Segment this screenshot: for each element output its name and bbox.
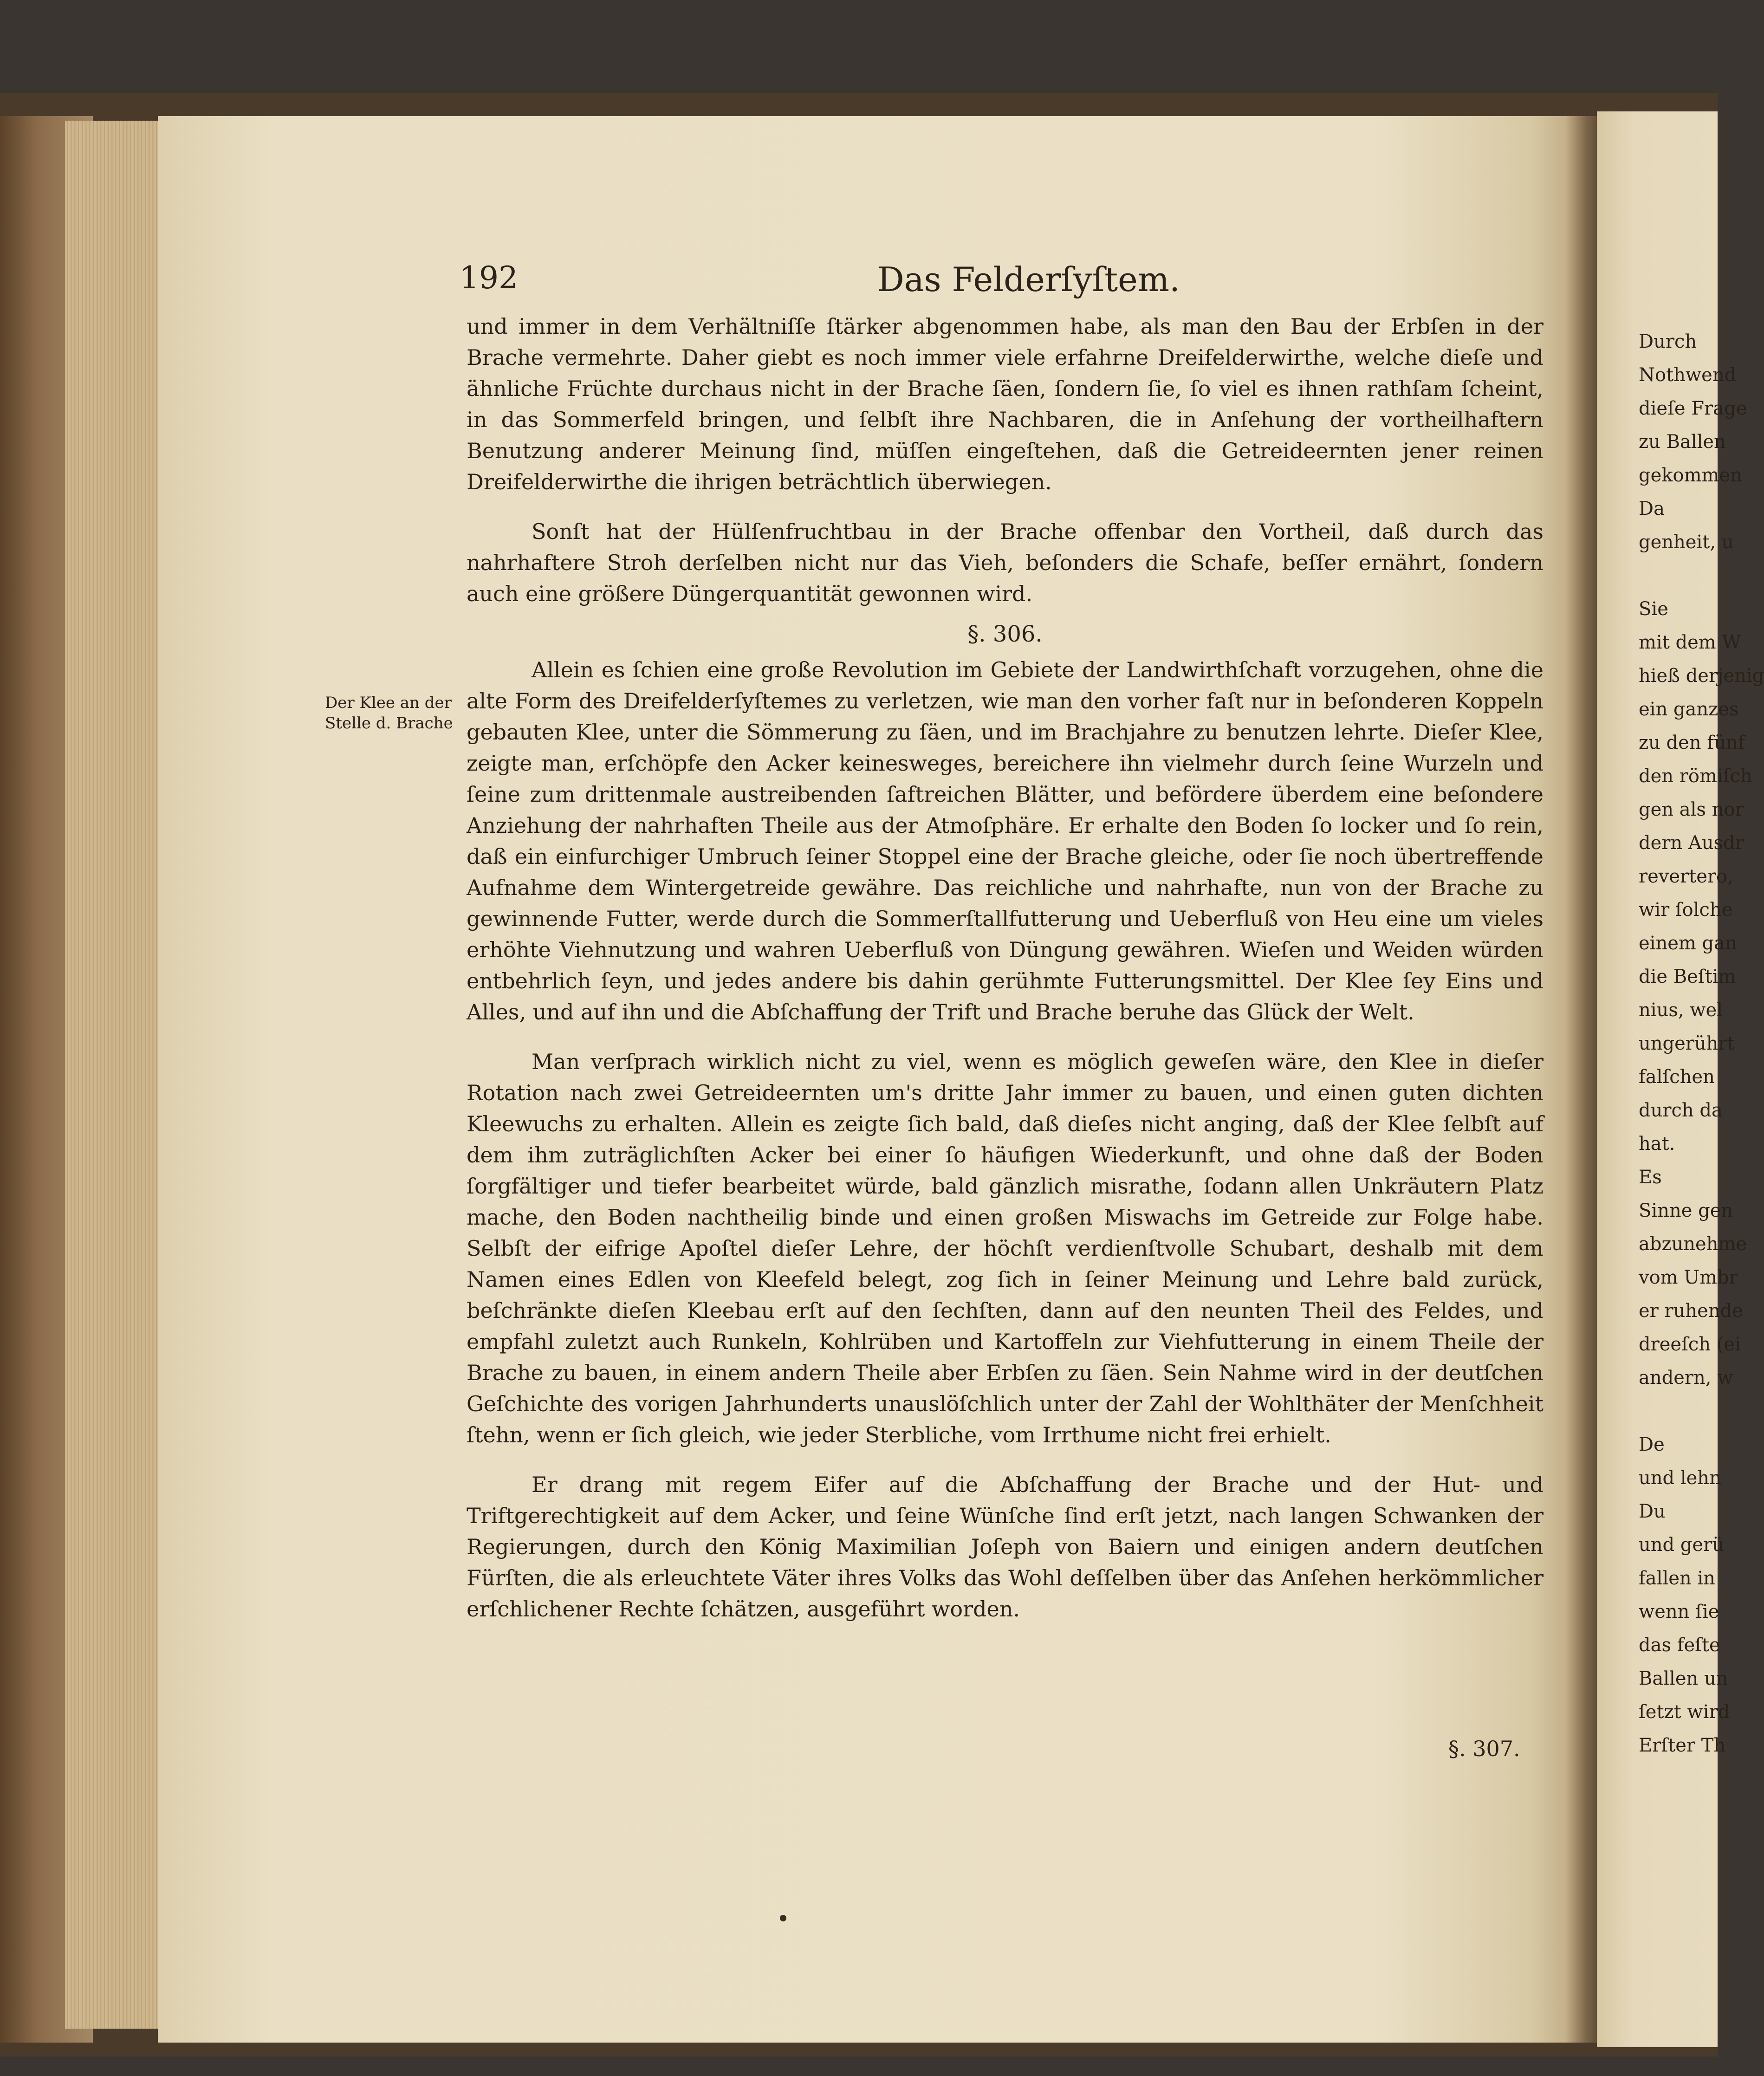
book-gutter: [1564, 116, 1602, 2043]
fragment-line: und lehn: [1639, 1467, 1721, 1489]
page-header: [460, 260, 1546, 302]
fragment-line: Sie: [1639, 598, 1668, 620]
fragment-line: Ballen un: [1639, 1668, 1728, 1689]
fragment-line: mit dem W: [1639, 632, 1741, 653]
fragment-line: hat.: [1639, 1133, 1675, 1155]
fragment-line: revertero,: [1639, 866, 1733, 887]
running-title: Das Felderſyſtem.: [877, 260, 1180, 299]
fragment-line: vom Umbr: [1639, 1267, 1738, 1288]
fragment-line: und gerü: [1639, 1534, 1725, 1556]
fragment-line: De: [1639, 1434, 1665, 1455]
fragment-line: Du: [1639, 1501, 1666, 1522]
fragment-line: das feſte: [1639, 1635, 1720, 1656]
fragment-line: Durch: [1639, 331, 1697, 352]
body-text: [467, 311, 1544, 1625]
fragment-line: ein ganzes: [1639, 699, 1739, 720]
fragment-line: [1639, 1395, 1718, 1428]
fragment-line: dern Ausdr: [1639, 832, 1744, 854]
fragment-line: zu Ballen: [1639, 431, 1726, 453]
fragment-line: Erſter Th: [1639, 1735, 1726, 1756]
fragment-line: wenn ſie: [1639, 1601, 1719, 1622]
fragment-line: wir ſolche: [1639, 899, 1733, 921]
fragment-line: Sinne gen: [1639, 1200, 1733, 1221]
paragraph: Sonſt hat der Hülſenfruchtbau in der Brache offenbar den Vortheil, daß durch das nahrhaftere Stroh derſelben nicht nur das Vieh, beſonders die Schafe, beſſer ernährt, ſondern auch eine größere Düngerquantität gewonnen wird.: [467, 519, 1544, 606]
fragment-line: nius, wel: [1639, 999, 1723, 1021]
fragment-line: durch da: [1639, 1100, 1723, 1121]
fragment-line: abzunehme: [1639, 1233, 1747, 1255]
fragment-line: zu den fünf: [1639, 732, 1745, 753]
fragment-line: ungerührt: [1639, 1033, 1735, 1054]
paragraph: Man verſprach wirklich nicht zu viel, wenn es möglich geweſen wäre, den Klee in dieſer Rotation nach zwei Getreideernten um's dritte Jahr immer zu bauen, und einen guten dichten Kleewuchs zu erhalten. Allein es zeigte ſich bald, daß dieſes nicht anging, daß der Klee ſelbſt auf dem ihm zuträglichſten Acker bei einer ſo häufigen Wiederkunft, und ohne daß der Boden ſorgfältiger und tiefer bearbeitet würde, bald gänzlich misrathe, ſodann allen Unkräutern Platz mache, den Boden nachtheilig binde und einen großen Miswachs im Getreide zur Folge habe. Selbſt der eifrige Apoſtel dieſer Lehre, der höchſt verdienſtvolle Schubart, deshalb mit dem Namen eines Edlen von Kleefeld belegt, zog ſich in ſeiner Meinung und Lehre bald zurück, beſchränkte dieſen Kleebau erſt auf den ſechſten, dann auf den neunten Theil des Feldes, und empfahl zuletzt auch Runkeln, Kohlrüben und Kartoffeln zur Viehfutterung in einem Theile der Brache zu bauen, in einem andern Theile aber Erbſen zu ſäen. Sein Nahme wird in der deutſchen Geſchichte des vorigen Jahrhunderts unauslöſchlich unter der Zahl der Wohlthäter der Menſchheit ſtehn, wenn er ſich gleich, wie jeder Sterbliche, vom Irrthume nicht frei erhielt.: [467, 1049, 1544, 1447]
fragment-line: ſetzt wird: [1639, 1701, 1730, 1723]
margin-note: Der Klee an der Stelle d. Brache: [325, 694, 453, 733]
fragment-line: falſchen: [1639, 1066, 1715, 1088]
fragment-line: die Beſtim: [1639, 966, 1736, 987]
fragment-line: andern, w: [1639, 1367, 1733, 1388]
fragment-line: dieſe Frage: [1639, 398, 1747, 419]
fragment-line: er ruhende: [1639, 1300, 1743, 1322]
fragment-line: gen als nor: [1639, 799, 1744, 820]
fragment-line: [1639, 559, 1718, 592]
fragment-line: dreeſch (ei: [1639, 1334, 1741, 1355]
fragment-line: Da: [1639, 498, 1665, 519]
fragment-line: Es: [1639, 1167, 1662, 1188]
paragraph: Allein es ſchien eine große Revolution im Gebiete der Landwirthſchaft vorzugehen, ohne die alte Form des Dreifelderſyſtemes zu verletzen, wie man den vorher faſt nur in beſonderen Koppeln gebauten Klee, unter die Sömmerung zu ſäen, und im Brachjahre zu benutzen lehrte. Dieſer Klee, zeigte man, erſchöpfe den Acker keinesweges, bereichere ihn vielmehr durch ſeine Wurzeln und ſeine zum drittenmale austreibenden ſaftreichen Blätter, und befördere überdem eine beſondere Anziehung der nahrhaften Theile aus der Atmoſphäre. Er erhalte den Boden ſo locker und ſo rein, daß ein einfurchiger Umbruch ſeiner Stoppel eine der Brache gleiche, oder ſie noch übertreffende Aufnahme dem Wintergetreide gewähre. Das reichliche und nahrhafte, nun von der Brache zu gewinnende Futter, werde durch die Sommerſtallfutterung und Ueberfluß von Heu eine um vieles erhöhte Viehnutzung und wahren Ueberfluß von Düngung gewähren. Wieſen und Weiden würden entbehrlich ſeyn, und jedes andere bis dahin gerühmte Futterungsmittel. Der Klee ſey Eins und Alles, und auf ihn und die Abſchaffung der Trift und Brache beruhe das Glück der Welt.: [467, 657, 1544, 1025]
paragraph: Er drang mit regem Eifer auf die Abſchaffung der Brache und der Hut- und Triftgerechtigkeit auf dem Acker, und ſeine Wünſche ſind erſt jetzt, nach langen Schwanken der Regierungen, durch den König Maximilian Joſeph von Baiern und einigen andern deutſchen Fürſten, die als erleuchtete Väter ihres Volks das Wohl deſſelben über das Anſehen herkömmlicher erſchlichener Rechte ſchätzen, ausgeführt worden.: [467, 1472, 1544, 1622]
ink-dot: [780, 1915, 786, 1921]
fragment-line: einem gan: [1639, 933, 1737, 954]
background-top: [0, 0, 1718, 97]
section-heading: §. 306.: [967, 621, 1043, 647]
fragment-line: Nothwend: [1639, 364, 1737, 386]
paragraph: und immer in dem Verhältniſſe ſtärker abgenommen habe, als man den Bau der Erbſen in der Brache vermehrte. Daher giebt es noch immer viele erfahrne Dreifelderwirthe, welche dieſe und ähnliche Früchte durchaus nicht in der Brache ſäen, ſondern ſie, ſo viel es ihnen rathſam ſcheint, in das Sommerfeld bringen, und ſelbſt ihre Nachbaren, die in Anſehung der vortheilhaftern Benutzung anderer Meinung ſind, müſſen eingeſtehen, daß die Getreideernten jener reinen Dreifelderwirthe die ihrigen beträchtlich überwiegen.: [467, 314, 1544, 494]
fragment-line: den römiſch: [1639, 766, 1752, 787]
right-page-text: [1639, 325, 1764, 1762]
page-edges: [65, 121, 168, 2029]
fragment-line: hieß derjenig: [1639, 665, 1764, 687]
catchword: §. 307.: [1448, 1736, 1520, 1761]
fragment-line: fallen in: [1639, 1568, 1715, 1589]
fragment-line: gekommen: [1639, 465, 1742, 486]
page-number: 192: [460, 260, 518, 296]
fragment-line: genheit, u: [1639, 532, 1734, 553]
